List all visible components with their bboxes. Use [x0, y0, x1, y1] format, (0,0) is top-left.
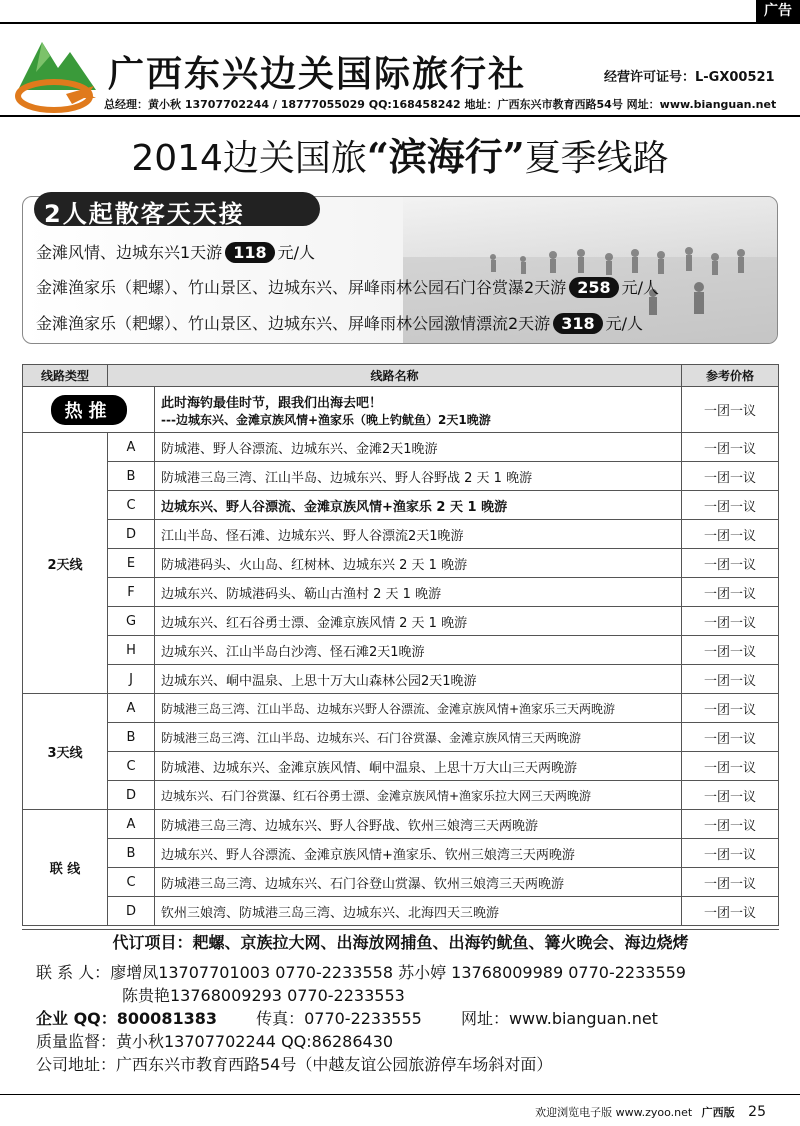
- route-name: 边城东兴、防城港码头、簕山古渔村 2 天 1 晚游: [155, 578, 682, 607]
- route-name: 边城东兴、野人谷漂流、金滩京族风情+渔家乐 2 天 1 晚游: [155, 491, 682, 520]
- top-rule: [0, 22, 800, 24]
- table-row: [23, 839, 779, 868]
- headline-pre: 2014边关国旅: [131, 138, 367, 179]
- hot-route: [155, 387, 682, 433]
- route-name: 钦州三娘湾、防城港三岛三湾、边城东兴、北海四天三晚游: [155, 897, 682, 926]
- price-cell: 一团一议: [682, 491, 779, 520]
- promo-price: 118: [225, 242, 274, 263]
- table-row: [23, 781, 779, 810]
- contact-row: [36, 960, 686, 983]
- route-code: G: [108, 607, 155, 636]
- table-row: [23, 897, 779, 926]
- route-code: A: [108, 433, 155, 462]
- route-name: 防城港三岛三湾、江山半岛、边城东兴野人谷漂流、金滩京族风情+渔家乐三天两晚游: [155, 694, 682, 723]
- contact-line-2: 陈贵艳13768009293 0770-2233553: [122, 986, 405, 1005]
- promo-route: 金滩渔家乐（耙螺）、竹山景区、边城东兴、屏峰雨林公园激情漂流2天游: [36, 314, 551, 333]
- route-name: 防城港三岛三湾、江山半岛、边城东兴、石门谷赏瀑、金滩京族风情三天两晚游: [155, 723, 682, 752]
- footer: [535, 1104, 766, 1120]
- headline-post: 夏季线路: [524, 138, 669, 179]
- table-row: [23, 636, 779, 665]
- headline: [0, 126, 800, 181]
- extras-line: 代订项目：耙螺、京族拉大网、出海放网捕鱼、出海钓鱿鱼、篝火晚会、海边烧烤: [22, 929, 779, 955]
- route-code: A: [108, 694, 155, 723]
- contact-label: 联 系 人：: [36, 963, 111, 982]
- route-code: D: [108, 520, 155, 549]
- route-code: F: [108, 578, 155, 607]
- footer-text: 欢迎浏览电子版 www.zyoo.net: [535, 1106, 693, 1119]
- route-code: C: [108, 868, 155, 897]
- bottom-rule: [0, 1094, 800, 1095]
- price-cell: 一团一议: [682, 578, 779, 607]
- address: 公司地址：广西东兴市教育西路54号（中越友谊公园旅游停车场斜对面）: [36, 1055, 553, 1074]
- page-number: 25: [748, 1104, 766, 1120]
- price-cell: 一团一议: [682, 868, 779, 897]
- group-label: 联 线: [23, 810, 108, 926]
- hot-subtitle: ---边城东兴、金滩京族风情+渔家乐（晚上钓鱿鱼）2天1晚游: [161, 412, 491, 427]
- route-code: C: [108, 491, 155, 520]
- route-name: 防城港、边城东兴、金滩京族风情、峒中温泉、上思十万大山三天两晚游: [155, 752, 682, 781]
- price-cell: 一团一议: [682, 636, 779, 665]
- price-cell: 一团一议: [682, 752, 779, 781]
- table-row: [23, 433, 779, 462]
- table-row: [23, 868, 779, 897]
- price-cell: 一团一议: [682, 607, 779, 636]
- hot-row: [23, 387, 779, 433]
- table-row: [23, 549, 779, 578]
- ad-tag: 广告: [756, 0, 800, 22]
- route-code: A: [108, 810, 155, 839]
- promo-unit: 元/人: [621, 278, 659, 297]
- fax: 传真：0770-2233555: [256, 1009, 422, 1028]
- route-name: 防城港、野人谷漂流、边城东兴、金滩2天1晚游: [155, 433, 682, 462]
- promo-row: [36, 275, 659, 298]
- table-row: [23, 520, 779, 549]
- route-name: 防城港码头、火山岛、红树林、边城东兴 2 天 1 晚游: [155, 549, 682, 578]
- promo-price: 258: [569, 277, 618, 298]
- promo-unit: 元/人: [277, 243, 315, 262]
- table-header-row: [23, 365, 779, 387]
- price-cell: 一团一议: [682, 694, 779, 723]
- route-name: 边城东兴、红石谷勇士漂、金滩京族风情 2 天 1 晚游: [155, 607, 682, 636]
- header-name: 线路名称: [108, 365, 682, 387]
- headline-bold: “滨海行”: [366, 134, 525, 179]
- route-name: 防城港三岛三湾、江山半岛、边城东兴、野人谷野战 2 天 1 晚游: [155, 462, 682, 491]
- company-logo: [14, 32, 100, 116]
- company-name: 广西东兴边关国际旅行社: [108, 54, 527, 95]
- table-row: [23, 607, 779, 636]
- route-name: 防城港三岛三湾、边城东兴、石门谷登山赏瀑、钦州三娘湾三天两晚游: [155, 868, 682, 897]
- routes-table: [22, 364, 779, 926]
- route-code: D: [108, 897, 155, 926]
- website[interactable]: 网址：www.bianguan.net: [460, 1009, 658, 1028]
- table-row: [23, 752, 779, 781]
- qq-row: [36, 1006, 658, 1029]
- route-name: 边城东兴、野人谷漂流、金滩京族风情+渔家乐、钦州三娘湾三天两晚游: [155, 839, 682, 868]
- price-cell: 一团一议: [682, 520, 779, 549]
- table-row: [23, 578, 779, 607]
- header-contact-line: 总经理：黄小秋 13707702244 / 18777055029 QQ:168458242 地址：广西东兴市教育西路54号 网址：www.bianguan.net: [104, 98, 777, 111]
- route-code: J: [108, 665, 155, 694]
- header-price: 参考价格: [682, 365, 779, 387]
- price-cell: 一团一议: [682, 810, 779, 839]
- price-cell: 一团一议: [682, 433, 779, 462]
- promo-row: [36, 240, 315, 263]
- route-name: 边城东兴、江山半岛白沙湾、怪石滩2天1晚游: [155, 636, 682, 665]
- promo-route: 金滩风情、边城东兴1天游: [36, 243, 223, 262]
- route-code: E: [108, 549, 155, 578]
- table-row: [23, 694, 779, 723]
- footer-edition: 广西版: [701, 1106, 735, 1119]
- price-cell: 一团一议: [682, 387, 779, 433]
- group-label: 3天线: [23, 694, 108, 810]
- route-code: H: [108, 636, 155, 665]
- promo-unit: 元/人: [605, 314, 643, 333]
- promo-badge-text: 2人起散客天天接: [44, 200, 245, 228]
- table-row: [23, 665, 779, 694]
- qq-number: 800081383: [116, 1009, 217, 1028]
- route-name: 边城东兴、石门谷赏瀑、红石谷勇士漂、金滩京族风情+渔家乐拉大网三天两晚游: [155, 781, 682, 810]
- price-cell: 一团一议: [682, 549, 779, 578]
- price-cell: 一团一议: [682, 897, 779, 926]
- qq-label: 企业 QQ：: [36, 1009, 117, 1028]
- price-cell: 一团一议: [682, 462, 779, 491]
- route-code: D: [108, 781, 155, 810]
- header-rule: [0, 115, 800, 117]
- route-name: 边城东兴、峒中温泉、上思十万大山森林公园2天1晚游: [155, 665, 682, 694]
- route-code: B: [108, 839, 155, 868]
- promo-price: 318: [553, 313, 602, 334]
- hot-badge: 热推: [51, 395, 127, 425]
- price-cell: 一团一议: [682, 723, 779, 752]
- price-cell: 一团一议: [682, 839, 779, 868]
- route-code: C: [108, 752, 155, 781]
- hot-title: 此时海钓最佳时节，跟我们出海去吧！: [161, 395, 383, 411]
- promo-route: 金滩渔家乐（耙螺）、竹山景区、边城东兴、屏峰雨林公园石门谷赏瀑2天游: [36, 278, 567, 297]
- table-row: [23, 462, 779, 491]
- route-name: 江山半岛、怪石滩、边城东兴、野人谷漂流2天1晚游: [155, 520, 682, 549]
- header-type: 线路类型: [23, 365, 108, 387]
- group-label: 2天线: [23, 433, 108, 694]
- price-cell: 一团一议: [682, 781, 779, 810]
- table-row: [23, 491, 779, 520]
- hot-cell: [23, 387, 155, 433]
- route-code: B: [108, 462, 155, 491]
- table-row: [23, 723, 779, 752]
- route-code: B: [108, 723, 155, 752]
- license-number: 经营许可证号：L-GX00521: [604, 70, 775, 85]
- route-name: 防城港三岛三湾、边城东兴、野人谷野战、钦州三娘湾三天两晚游: [155, 810, 682, 839]
- table-row: [23, 810, 779, 839]
- supervision: 质量监督：黄小秋13707702244 QQ:86286430: [36, 1032, 394, 1051]
- contact-line-1: 廖增凤13707701003 0770-2233558 苏小婷 13768009989 0770-2233559: [110, 963, 686, 982]
- promo-row: [36, 311, 643, 334]
- price-cell: 一团一议: [682, 665, 779, 694]
